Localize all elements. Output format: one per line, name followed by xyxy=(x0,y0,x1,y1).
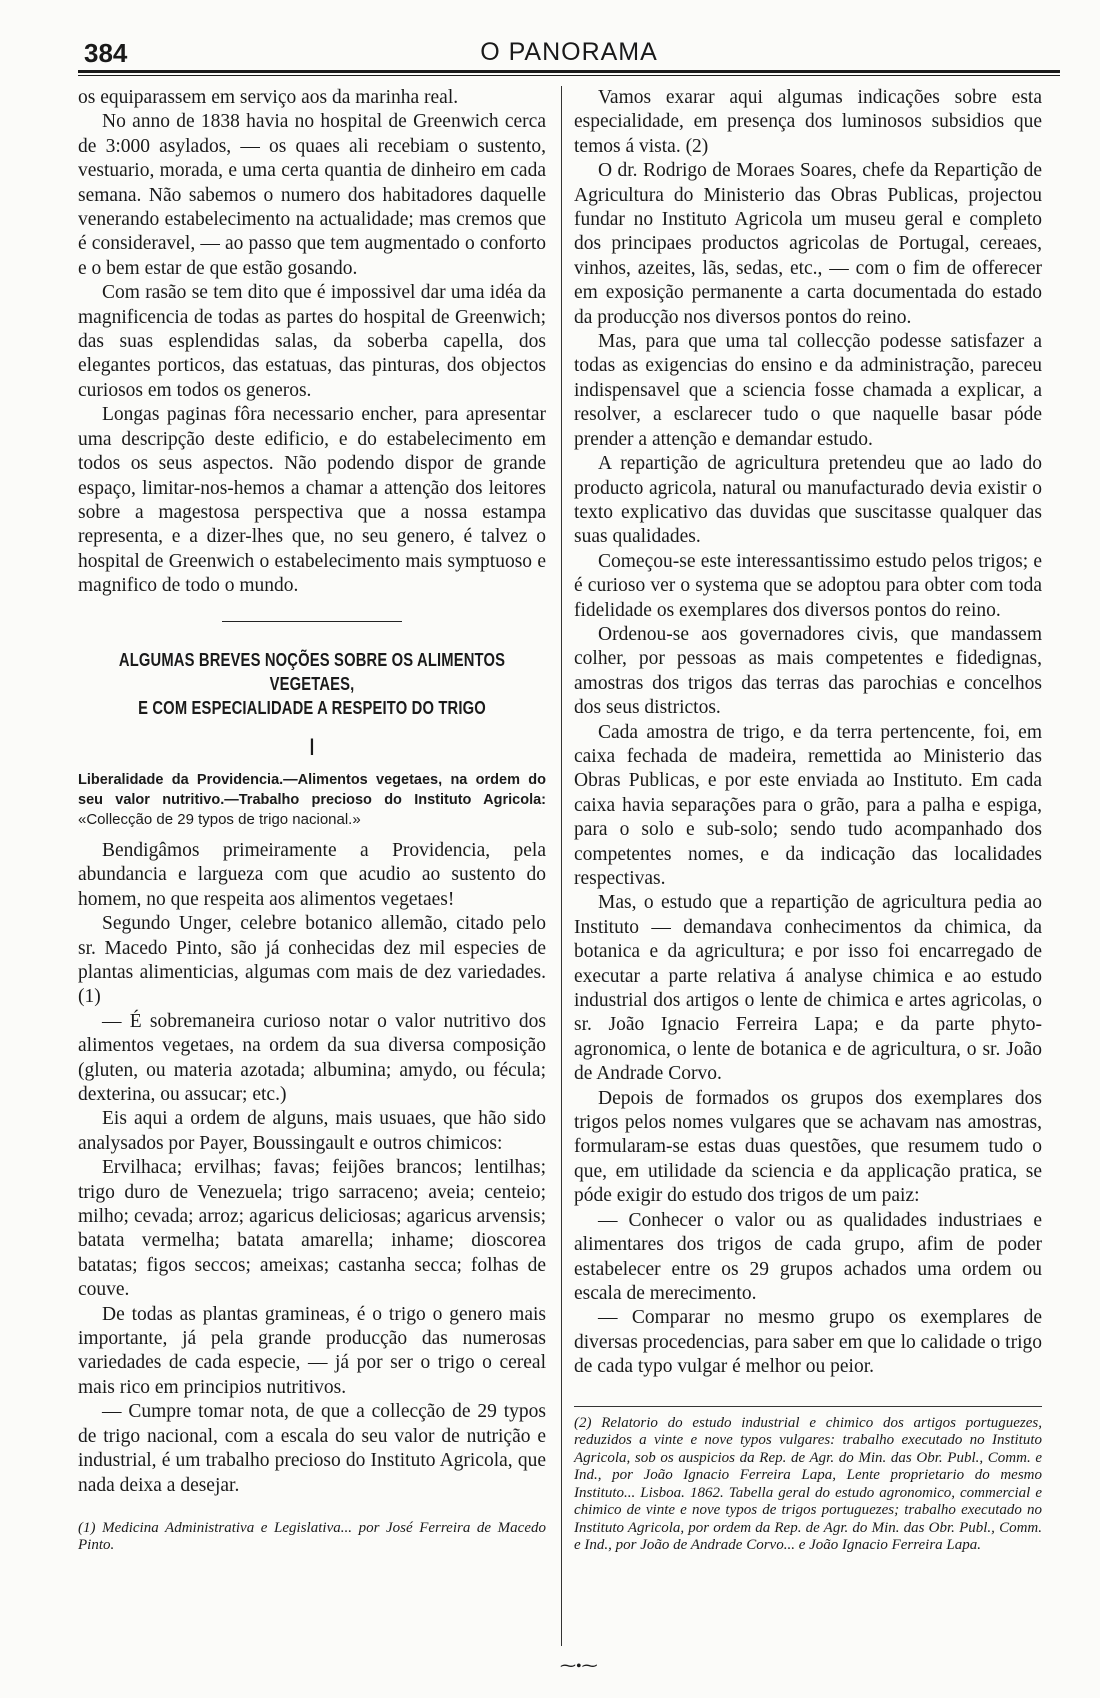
paragraph: — Cumpre tomar nota, de que a collecção de 29 typos de trigo nacional, com a escala do seu valor de nutrição e industrial, é um trabalho precioso do Instituto Agricola, que nada deixa a desejar. xyxy=(78,1401,546,1496)
section-number: I xyxy=(308,733,316,761)
section-separator xyxy=(222,621,402,622)
paragraph: O dr. Rodrigo de Moraes Soares, chefe da Repartição de Agricultura do Ministerio das Obras Publicas, projectou fundar no Instituto Agricola um museu geral e completo dos principaes productos agricolas de Portugal, cereaes, vinhos, azeites, lãs, sedas, etc., — com o fim de offerecer em exposição permanente a carta documentada do estado da producção nos diversos pontos do reino. xyxy=(574,160,1042,328)
paragraph: — É sobremaneira curioso notar o valor nutritivo dos alimentos vegetaes, na ordem da sua diversa composição (gluten, ou materia azotada; albumina; amydo, ou fécula; dexterina, ou assucar; etc.) xyxy=(78,1010,546,1105)
printer-ornament: ⁓•⁓ xyxy=(560,1658,598,1675)
paragraph: Com rasão se tem dito que é impossivel dar uma idéa da magnificencia de todas as partes do hospital de Greenwich; das suas esplendidas salas, da soberba capella, dos elegantes porticos, das estatuas, das pinturas, dos objectos curiosos em todos os generos. xyxy=(78,282,546,401)
column-divider xyxy=(561,86,562,1646)
paragraph: Vamos exarar aqui algumas indicações sobre esta especialidade, em presença dos luminosos subsidios que temos á vista. (2) xyxy=(574,87,1042,157)
header-rule-thin xyxy=(78,75,1060,76)
paragraph: A repartição de agricultura pretendeu que ao lado do producto agricola, natural ou manufacturado devia existir o texto explicativo das duvidas que suscitasse qualquer das suas qualidades. xyxy=(574,453,1042,548)
summary-light: «Collecção de 29 typos de trigo nacional.» xyxy=(78,810,361,828)
paragraph: Ordenou-se aos governadores civis, que mandassem colher, por pessoas as mais competentes e fidedignas, amostras dos trigos das terras das parochias e concelhos dos seus districtos. xyxy=(574,623,1042,719)
paragraph: os equiparassem em serviço aos da marinha real. xyxy=(78,87,459,108)
paragraph: Começou-se este interessantissimo estudo pelos trigos; e é curioso ver o systema que se adoptou para obter com toda fidelidade os exemplares dos diversos pontos do reino. xyxy=(574,550,1042,621)
paragraph: Eis aqui a ordem de alguns, mais usuaes, que hão sido analysados por Payer, Boussingault e outros chimicos: xyxy=(78,1108,546,1154)
section-title-line-2: E COM ESPECIALIDADE A RESPEITO DO TRIGO xyxy=(138,697,486,718)
paragraph: Longas paginas fôra necessario encher, para apresentar uma descripção deste edificio, e do estabelecimento em todos os seus aspectos. Não podendo dispor de grande espaço, limitar-nos-hemos a chamar a attenção dos leitores sobre a magestosa perspectiva que a nossa estampa representa, e a dizer-lhes que, no seu genero, é talvez o hospital de Greenwich o estabelecimento mais symptuoso e magnifico de todo o mundo. xyxy=(78,404,546,597)
page-header xyxy=(78,34,1060,68)
paragraph: Depois de formados os grupos dos exemplares dos trigos pelos nomes vulgares que se achavam nas amostras, formularam-se estas duas questões, que resumem tudo o que, em utilidade da sciencia e da applicação pratica, se póde exigir do estudo dos trigos de um paiz: xyxy=(574,1087,1042,1207)
footnote-2: (2) Relatorio do estudo industrial e chimico dos artigos portuguezes, reduzidos a vinte e nove typos vulgares: trabalho executado no Instituto Agricola, sob os auspicios da Rep. de Agr. do Min. das Obr. Publ., Comm. e Ind., por João Ignacio Ferreira Lapa, Lente proprietario do mesmo Instituto... Lisboa. 1862. Tabella geral do estudo agronomico, commercial e chimico de vinte e nove typos de trigos portuguezes; trabalho executado no Instituto Agricola, por ordem da Rep. de Agr. do Min. das Obr. Publ., Comm. e Ind., por João de Andrade Corvo... e João Ignacio Ferreira Lapa. xyxy=(574,1406,1042,1555)
page-number: 384 xyxy=(84,38,128,68)
section-title-line-1: ALGUMAS BREVES NOÇÕES SOBRE OS ALIMENTOS VEGETAES, xyxy=(118,649,506,694)
paragraph: Cada amostra de trigo, e da terra pertencente, foi, em caixa fechada de madeira, remettida ao Ministerio das Obras Publicas, e por este enviada ao Instituto. Em cada caixa havia separações para o grão, para a palha e espiga, para o solo e sub-solo; sendo tudo acompanhado dos competentes nomes, e da indicação das localidades respectivas. xyxy=(574,721,1042,889)
paragraph: Bendigâmos primeiramente a Providencia, pela abundancia e largueza com que acudio ao sustento do homem, no que respeita aos alimentos vegetaes! xyxy=(78,839,546,910)
header-rule xyxy=(78,70,1060,73)
paragraph: De todas as plantas gramineas, é o trigo o genero mais importante, já pela grande producção das numerosas variedades de cada especie, — já por ser o trigo o cereal mais rico em principios nutritivos. xyxy=(78,1303,546,1398)
section-summary xyxy=(78,770,546,829)
summary-bold: Liberalidade da Providencia.—Alimentos vegetaes, na ordem do seu valor nutritivo.—Trabalho precioso do Instituto Agricola: xyxy=(78,771,546,808)
paragraph: Mas, para que uma tal collecção podesse satisfazer a todas as exigencias do ensino e da administração, pareceu indispensavel que a sciencia fosse chamada a explicar, a resolver, a esclarecer tudo o que naquelle basar póde prender a attenção e demandar estudo. xyxy=(574,331,1042,450)
footnote-1: (1) Medicina Administrativa e Legislativa... por José Ferreira de Macedo Pinto. xyxy=(78,1519,546,1554)
paragraph: Segundo Unger, celebre botanico allemão, citado pelo sr. Macedo Pinto, são já conhecidas dez mil especies de plantas alimenticias, algumas com mais de dez variedades. (1) xyxy=(78,913,546,1008)
section-title xyxy=(87,648,536,720)
right-column xyxy=(574,86,1042,1555)
running-title: O PANORAMA xyxy=(480,38,658,66)
paragraph: Ervilhaca; ervilhas; favas; feijões brancos; lentilhas; trigo duro de Venezuela; trigo sarraceno; aveia; centeio; milho; cevada; arroz; agaricus deliciosas; agaricus arvensis; batata vermelha; batata amarella; inhame; dioscorea batatas; figos seccos; ameixas; castanha secca; folhas de couve. xyxy=(78,1157,546,1301)
two-column-body xyxy=(78,86,1060,1555)
paragraph: Mas, o estudo que a repartição de agricultura pedia ao Instituto — demandava conhecimentos da chimica, da botanica e da agricultura; e por isso foi encarregado de executar a parte relativa á analyse chimica e ao estudo industrial dos artigos o lente de chimica e artes agricolas, o sr. João Ignacio Ferreira Lapa; e da parte phyto-agronomica, o lente de botanica e de agricultura, o sr. João de Andrade Corvo. xyxy=(574,892,1042,1085)
paragraph: — Comparar no mesmo grupo os exemplares de diversas procedencias, para saber em que lo calidade o trigo de cada typo vulgar é melhor ou peior. xyxy=(574,1307,1042,1378)
paragraph: No anno de 1838 havia no hospital de Greenwich cerca de 3:000 asylados, — os quaes ali recebiam o sustento, vestuario, morada, e uma certa quantia de dinheiro em cada semana. Não sabemos o numero dos habitadores daquelle venerando estabelecimento na actualidade; mas cremos que é consideravel, — ao passo que tem augmentado o conforto e o bem estar de que estão gosando. xyxy=(78,111,546,279)
left-column xyxy=(78,86,546,1555)
paragraph: — Conhecer o valor ou as qualidades industriaes e alimentares dos trigos de cada grupo, afim de poder estabelecer entre os 29 grupos achados uma ordem ou escala de merecimento. xyxy=(574,1209,1042,1304)
